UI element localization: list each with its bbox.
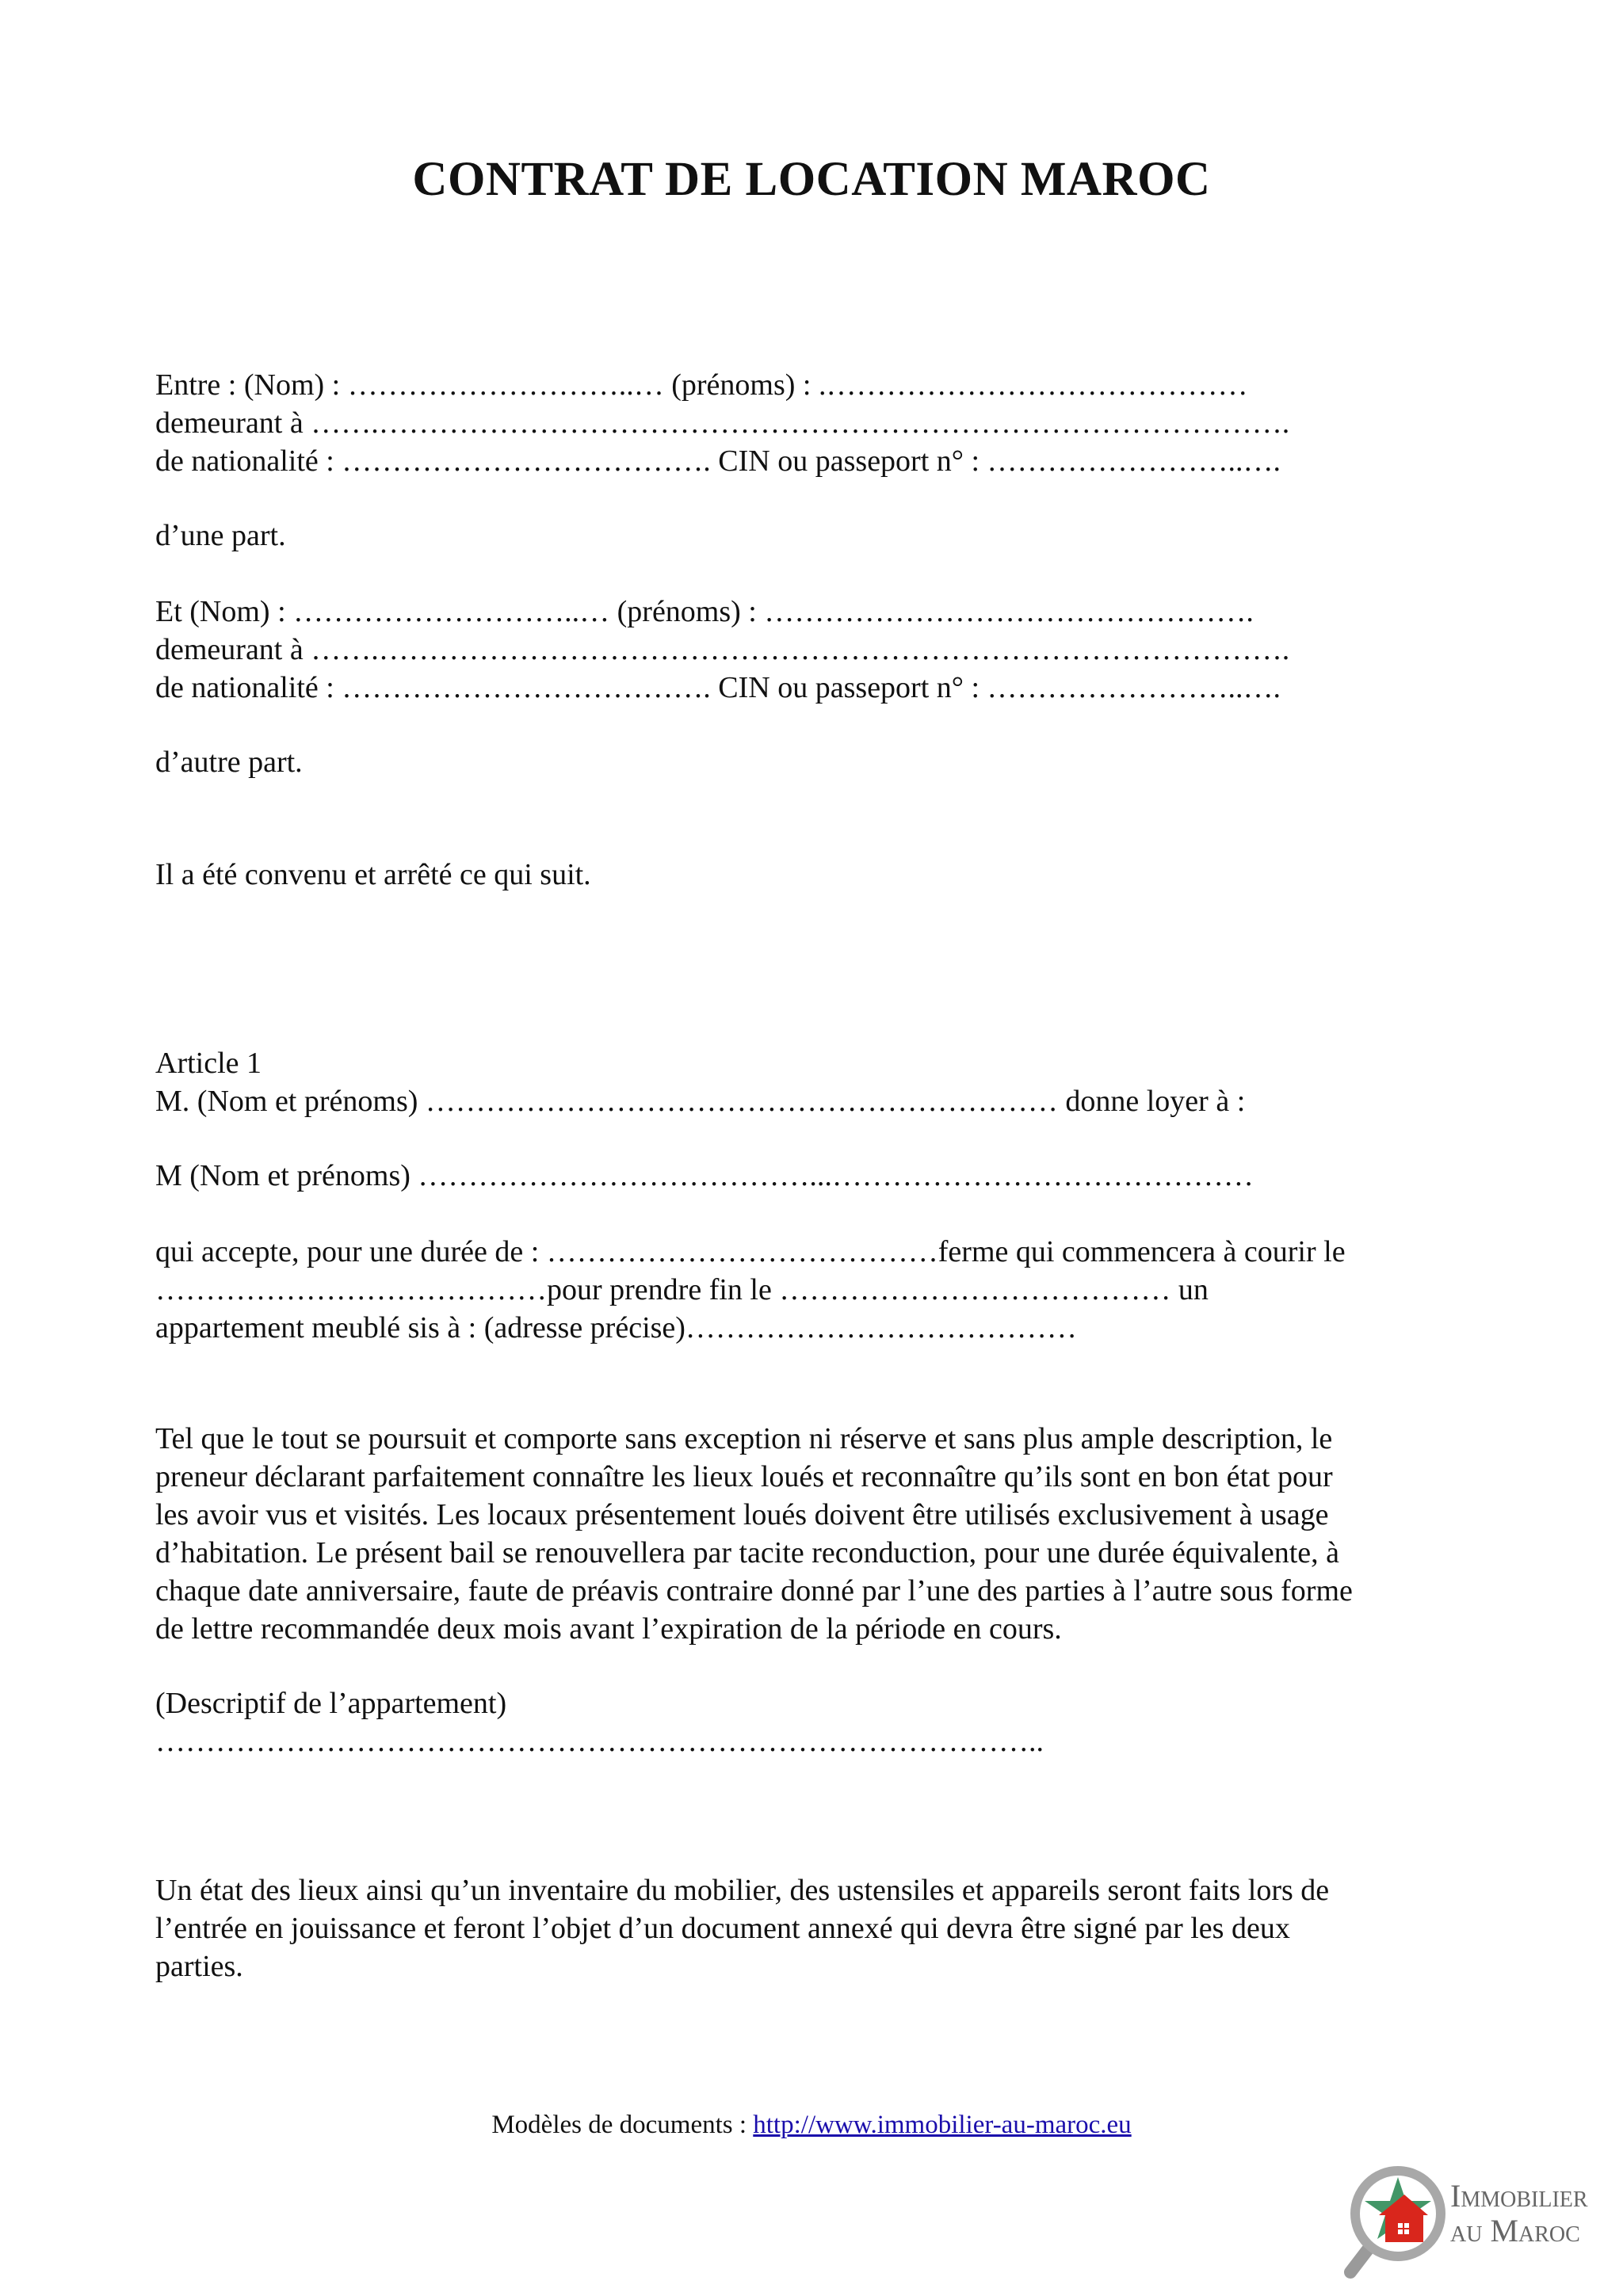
party2-address-line: demeurant à …….………………………………………………………………………………. xyxy=(155,633,1290,666)
inventory-line-3: parties. xyxy=(155,1950,243,1983)
description-heading: (Descriptif de l’appartement) xyxy=(155,1687,507,1720)
terms-line-3: les avoir vus et visités. Les locaux présentement loués doivent être utilisés exclusivement à usage xyxy=(155,1498,1329,1531)
terms-line-1: Tel que le tout se poursuit et comporte sans exception ni réserve et sans plus ample description, le xyxy=(155,1422,1333,1455)
party2-name-line: Et (Nom) : ………………………..… (prénoms) : …………………………………………. xyxy=(155,595,1254,628)
inventory-line-1: Un état des lieux ainsi qu’un inventaire du mobilier, des ustensiles et appareils seront faits lors de xyxy=(155,1874,1330,1907)
address-line: appartement meublé sis à : (adresse précise)………………………………… xyxy=(155,1311,1077,1344)
inventory-line-2: l’entrée en jouissance et feront l’objet d’un document annexé qui devra être signé par les deux xyxy=(155,1912,1290,1945)
party2-closing: d’autre part. xyxy=(155,746,303,779)
party1-name-line: Entre : (Nom) : ………………………..… (prénoms) : .…………………………………… xyxy=(155,368,1248,402)
party1-nationality-line: de nationalité : ………………………………. CIN ou passeport n° : ……………………..…. xyxy=(155,444,1281,478)
terms-line-2: preneur déclarant parfaitement connaître les lieux loués et reconnaître qu’ils sont en bon état pour xyxy=(155,1460,1333,1493)
footer xyxy=(0,2111,1623,2140)
terms-line-5: chaque date anniversaire, faute de préavis contraire donné par l’une des parties à l’autre sous forme xyxy=(155,1574,1353,1608)
lessee-line: M (Nom et prénoms) …………………………………...…………………………………… xyxy=(155,1159,1254,1192)
duration-line: qui accepte, pour une durée de : …………………………………ferme qui commencera à courir le xyxy=(155,1235,1346,1268)
document-title: CONTRAT DE LOCATION MAROC xyxy=(412,153,1211,206)
party2-nationality-line: de nationalité : ………………………………. CIN ou passeport n° : ……………………..…. xyxy=(155,671,1281,704)
magnifier-house-icon xyxy=(1339,2157,1450,2283)
article-heading: Article 1 xyxy=(155,1047,262,1080)
description-blank: …………………………………………………………………………….. xyxy=(155,1725,1044,1758)
logo-line-2: au Maroc xyxy=(1450,2213,1580,2248)
terms-line-4: d’habitation. Le présent bail se renouvellera par tacite reconduction, pour une durée équivalente, à xyxy=(155,1536,1340,1569)
company-logo xyxy=(1339,2157,1609,2283)
terms-line-6: de lettre recommandée deux mois avant l’expiration de la période en cours. xyxy=(155,1612,1062,1646)
logo-wordmark xyxy=(1450,2179,1588,2248)
party1-closing: d’une part. xyxy=(155,519,286,552)
footer-link[interactable]: http://www.immobilier-au-maroc.eu xyxy=(753,2111,1132,2139)
lessor-line: M. (Nom et prénoms) ……………………………………………………… donne loyer à : xyxy=(155,1085,1246,1118)
logo-line-1: Immobilier xyxy=(1450,2178,1588,2214)
agreement-statement: Il a été convenu et arrêté ce qui suit. xyxy=(155,858,591,891)
footer-prefix: Modèles de documents : xyxy=(491,2111,754,2139)
party1-address-line: demeurant à …….………………………………………………………………………………. xyxy=(155,406,1290,440)
end-date-line: …………………………………pour prendre fin le ………………………………… un xyxy=(155,1273,1209,1306)
